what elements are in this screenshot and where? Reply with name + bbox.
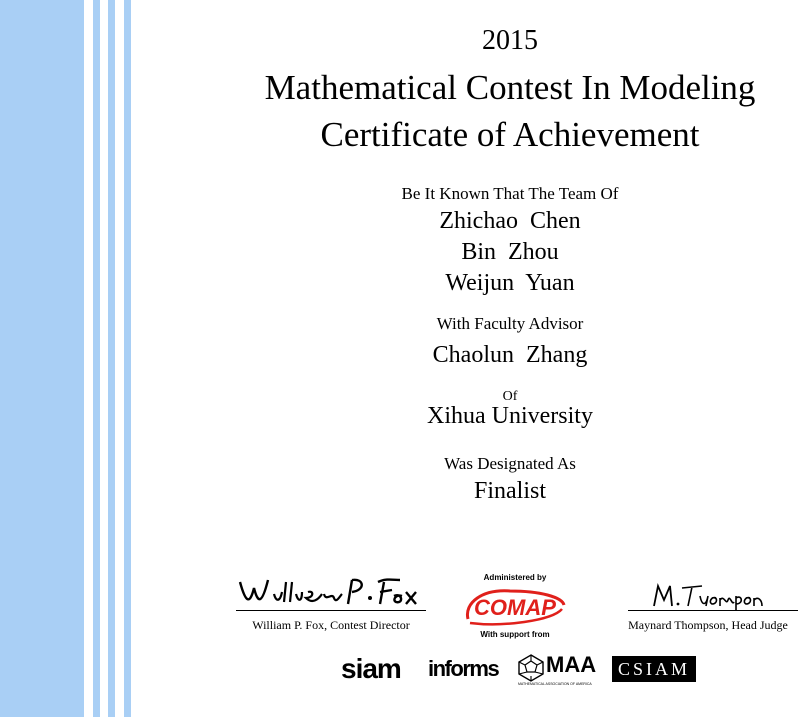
csiam-logo [612, 656, 696, 682]
team-member: Bin Zhou [461, 239, 559, 265]
informs-logo [428, 656, 510, 682]
university-name: Xihua University [427, 403, 593, 429]
signature-caption-right: Maynard Thompson, Head Judge [628, 618, 788, 632]
maa-logo-subtitle: MATHEMATICAL ASSOCIATION OF AMERICA [518, 682, 592, 686]
administered-by-label: Administered by [483, 573, 547, 582]
designation-label: Was Designated As [444, 454, 576, 473]
signature-line-right [628, 610, 798, 611]
maa-polyhedron-icon [518, 654, 544, 682]
informs-logo-text: informs [428, 656, 499, 681]
signature-fox [236, 574, 426, 610]
team-member: Zhichao Chen [439, 208, 581, 234]
contest-name: Mathematical Contest In Modeling [264, 68, 756, 107]
maa-logo [518, 652, 610, 688]
comap-logo-text: COMAP [474, 595, 556, 620]
decorative-stripes [0, 0, 136, 717]
signature-caption-left: William P. Fox, Contest Director [252, 618, 410, 632]
team-intro: Be It Known That The Team Of [401, 184, 619, 203]
certificate-title: Certificate of Achievement [320, 115, 700, 154]
signature-thompson [650, 582, 770, 610]
support-label: With support from [480, 630, 550, 639]
advisor-label: With Faculty Advisor [436, 314, 584, 333]
csiam-logo-text: CSIAM [617, 659, 690, 679]
siam-logo [341, 654, 419, 684]
stripe-wide [0, 0, 84, 717]
team-member: Weijun Yuan [445, 270, 575, 296]
stripe-2 [108, 0, 115, 717]
maa-logo-text: MAA [546, 652, 597, 677]
advisor-name: Chaolun Zhang [432, 342, 588, 368]
stripe-3 [124, 0, 131, 717]
of-label: Of [502, 389, 518, 404]
designation-award: Finalist [473, 478, 546, 504]
comap-logo [462, 583, 568, 629]
certificate-year: 2015 [482, 25, 538, 56]
stripe-1 [93, 0, 100, 717]
signature-line-left [236, 610, 426, 611]
siam-logo-text: siam [341, 653, 401, 684]
